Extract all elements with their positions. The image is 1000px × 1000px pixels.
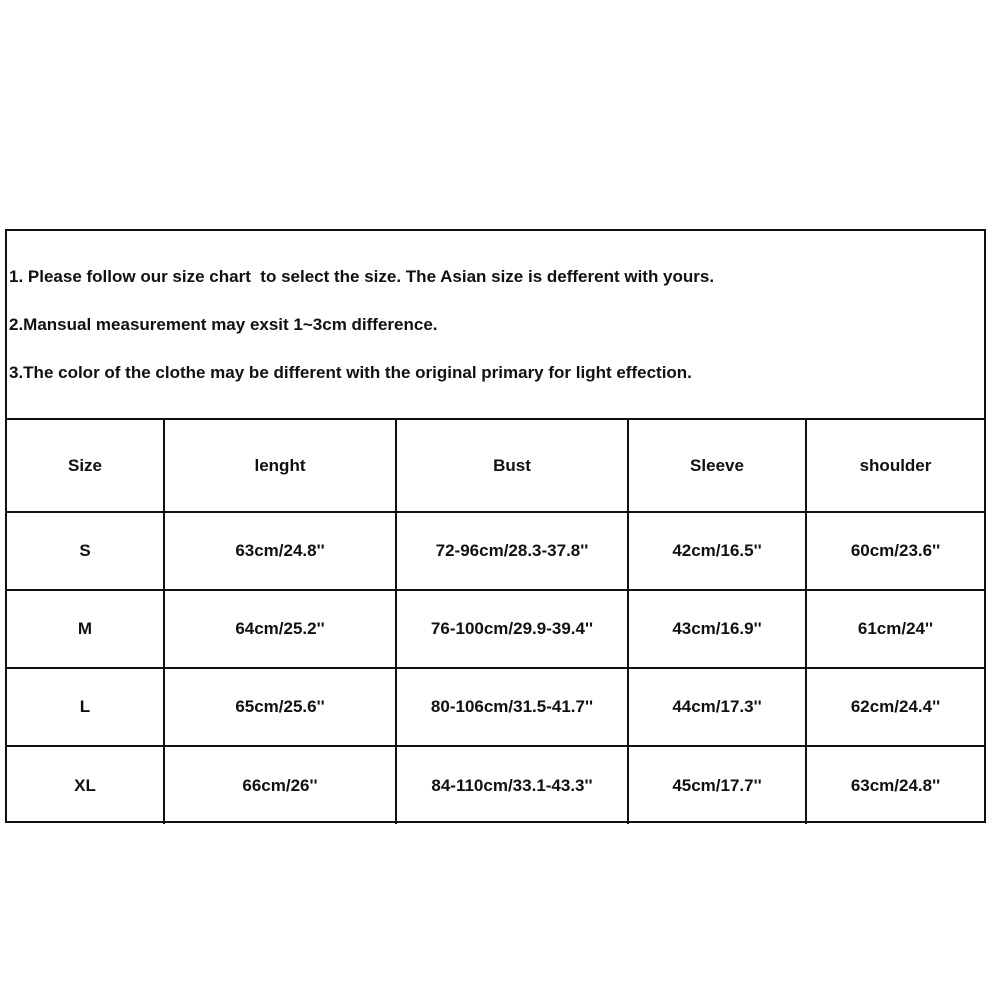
cell-sleeve: 45cm/17.7'' (628, 746, 806, 824)
cell-length: 65cm/25.6'' (164, 668, 396, 746)
cell-shoulder: 62cm/24.4'' (806, 668, 984, 746)
table-header-row (7, 420, 984, 512)
table-row (7, 746, 984, 824)
cell-bust: 84-110cm/33.1-43.3'' (396, 746, 628, 824)
note-1: 1. Please follow our size chart to select the size. The Asian size is defferent with yours. (9, 267, 715, 286)
table-row (7, 668, 984, 746)
cell-sleeve: 42cm/16.5'' (628, 512, 806, 590)
size-table (7, 420, 984, 824)
cell-length: 63cm/24.8'' (164, 512, 396, 590)
cell-shoulder: 61cm/24'' (806, 590, 984, 668)
cell-size: XL (7, 746, 164, 824)
header-bust: Bust (396, 420, 628, 512)
cell-sleeve: 43cm/16.9'' (628, 590, 806, 668)
cell-length: 66cm/26'' (164, 746, 396, 824)
header-length: lenght (164, 420, 396, 512)
size-chart (5, 229, 986, 823)
cell-size: S (7, 512, 164, 590)
table-row (7, 590, 984, 668)
cell-sleeve: 44cm/17.3'' (628, 668, 806, 746)
cell-shoulder: 60cm/23.6'' (806, 512, 984, 590)
header-sleeve: Sleeve (628, 420, 806, 512)
note-3: 3.The color of the clothe may be different with the original primary for light effection. (9, 363, 692, 382)
cell-size: M (7, 590, 164, 668)
table-row (7, 512, 984, 590)
header-size: Size (7, 420, 164, 512)
note-2: 2.Mansual measurement may exsit 1~3cm difference. (9, 315, 438, 334)
cell-size: L (7, 668, 164, 746)
notes-section (7, 231, 984, 420)
cell-shoulder: 63cm/24.8'' (850, 775, 941, 795)
header-shoulder: shoulder (806, 420, 984, 512)
cell-bust: 72-96cm/28.3-37.8'' (396, 512, 628, 590)
cell-bust: 80-106cm/31.5-41.7'' (396, 668, 628, 746)
cell-length: 64cm/25.2'' (164, 590, 396, 668)
cell-bust: 76-100cm/29.9-39.4'' (396, 590, 628, 668)
